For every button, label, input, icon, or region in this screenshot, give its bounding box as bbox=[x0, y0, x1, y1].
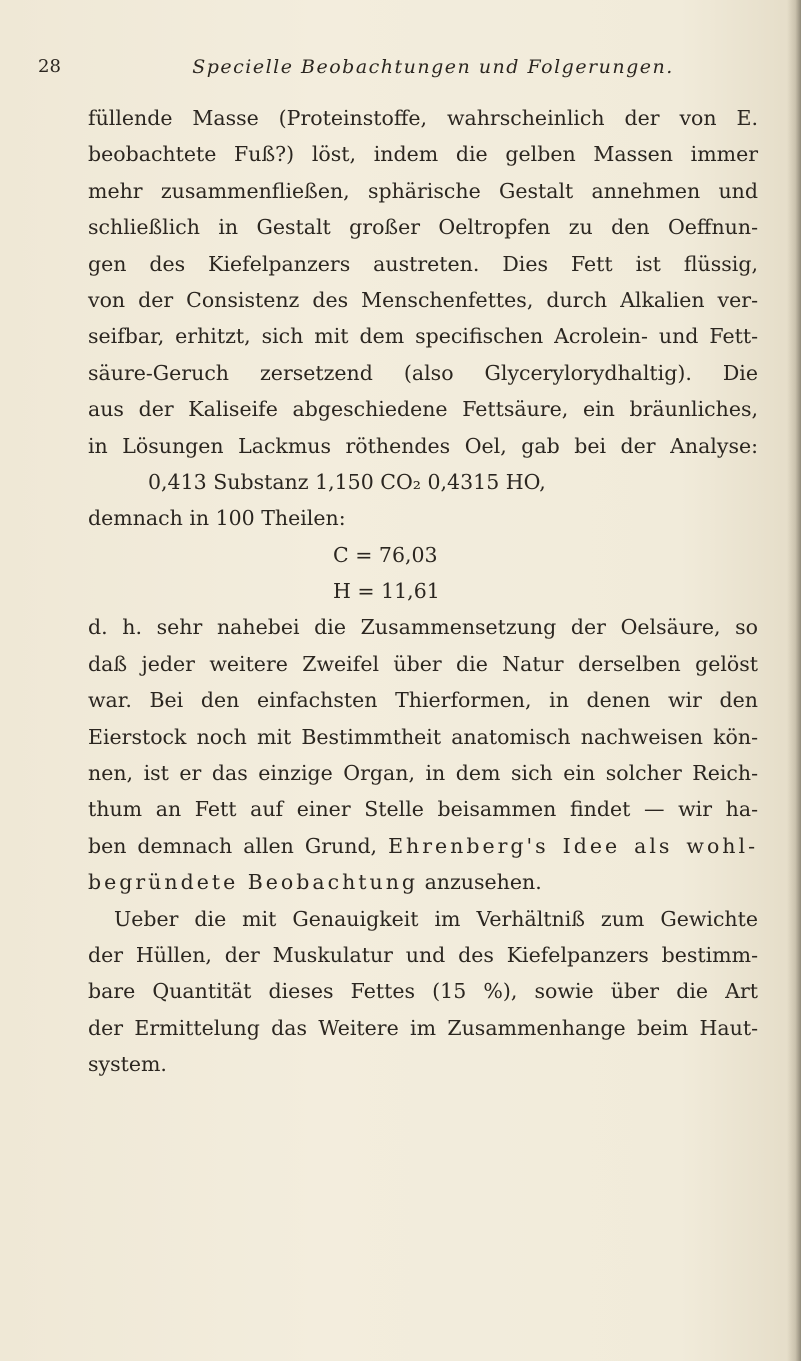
formula-hydrogen: H = 11,61 bbox=[333, 579, 440, 604]
text-line: schließlich in Gestalt großer Oeltropfen zu den Oeffnun- bbox=[88, 215, 758, 240]
page-edge-shadow bbox=[787, 0, 801, 1361]
text-line: daß jeder weitere Zweifel über die Natur derselben gelöst bbox=[88, 651, 758, 676]
text-line: füllende Masse (Proteinstoffe, wahrscheinlich der von E. bbox=[88, 106, 758, 130]
text-line: bare Quantität dieses Fettes (15 %), sowie über die Art bbox=[88, 979, 758, 1004]
emphasis-begruendete: begründete Beobachtung bbox=[88, 870, 419, 895]
text-line: system. bbox=[88, 1052, 167, 1077]
emphasis-wohl: als wohl- bbox=[620, 833, 758, 858]
text-line: in Lösungen Lackmus röthendes Oel, gab bei der Analyse: bbox=[88, 433, 758, 458]
text-line: mehr zusammenfließen, sphärische Gestalt annehmen und bbox=[88, 178, 758, 203]
page-number: 28 bbox=[38, 56, 61, 77]
paragraph-start: Ueber die mit Genauigkeit im Verhältniß zum Gewichte bbox=[114, 906, 758, 931]
text-line: war. Bei den einfachsten Thierformen, in denen wir den bbox=[88, 688, 758, 713]
body-text bbox=[88, 100, 758, 1083]
formula-carbon: C = 76,03 bbox=[333, 542, 438, 567]
text-line: Eierstock noch mit Bestimmtheit anatomisch nachweisen kön- bbox=[88, 724, 758, 749]
text-line bbox=[88, 864, 758, 900]
text-line: seifbar, erhitzt, sich mit dem specifischen Acrolein- und Fett- bbox=[88, 324, 758, 349]
text-line: d. h. sehr nahebei die Zusammensetzung der Oelsäure, so bbox=[88, 615, 758, 640]
text-fragment: anzusehen. bbox=[418, 870, 542, 895]
text-line: gen des Kiefelpanzers austreten. Dies Fett ist flüssig, bbox=[88, 251, 758, 276]
emphasis-ehrenberg: Ehrenberg's Idee bbox=[388, 833, 621, 858]
text-line: von der Consistenz des Menschenfettes, durch Alkalien ver- bbox=[88, 287, 758, 312]
analysis-intro: demnach in 100 Theilen: bbox=[88, 506, 346, 531]
text-line: der Hüllen, der Muskulatur und des Kiefelpanzers bestimm- bbox=[88, 942, 758, 967]
text-fragment: ben demnach allen Grund, bbox=[88, 833, 389, 858]
text-line: beobachtete Fuß?) löst, indem die gelben Massen immer bbox=[88, 142, 758, 167]
text-line: der Ermittelung das Weitere im Zusammenhange beim Haut- bbox=[88, 1015, 758, 1040]
analysis-line: 0,413 Substanz 1,150 CO₂ 0,4315 HO, bbox=[148, 469, 546, 494]
text-line bbox=[88, 828, 758, 864]
text-line: säure-Geruch zersetzend (also Glycerylorydhaltig). Die bbox=[88, 360, 758, 385]
text-line: nen, ist er das einzige Organ, in dem sich ein solcher Reich- bbox=[88, 761, 758, 786]
page-header bbox=[38, 56, 758, 86]
text-line: thum an Fett auf einer Stelle beisammen findet — wir ha- bbox=[88, 797, 758, 822]
text-line: aus der Kaliseife abgeschiedene Fettsäure, ein bräunliches, bbox=[88, 397, 758, 422]
running-title: Specielle Beobachtungen und Folgerungen. bbox=[192, 56, 674, 78]
